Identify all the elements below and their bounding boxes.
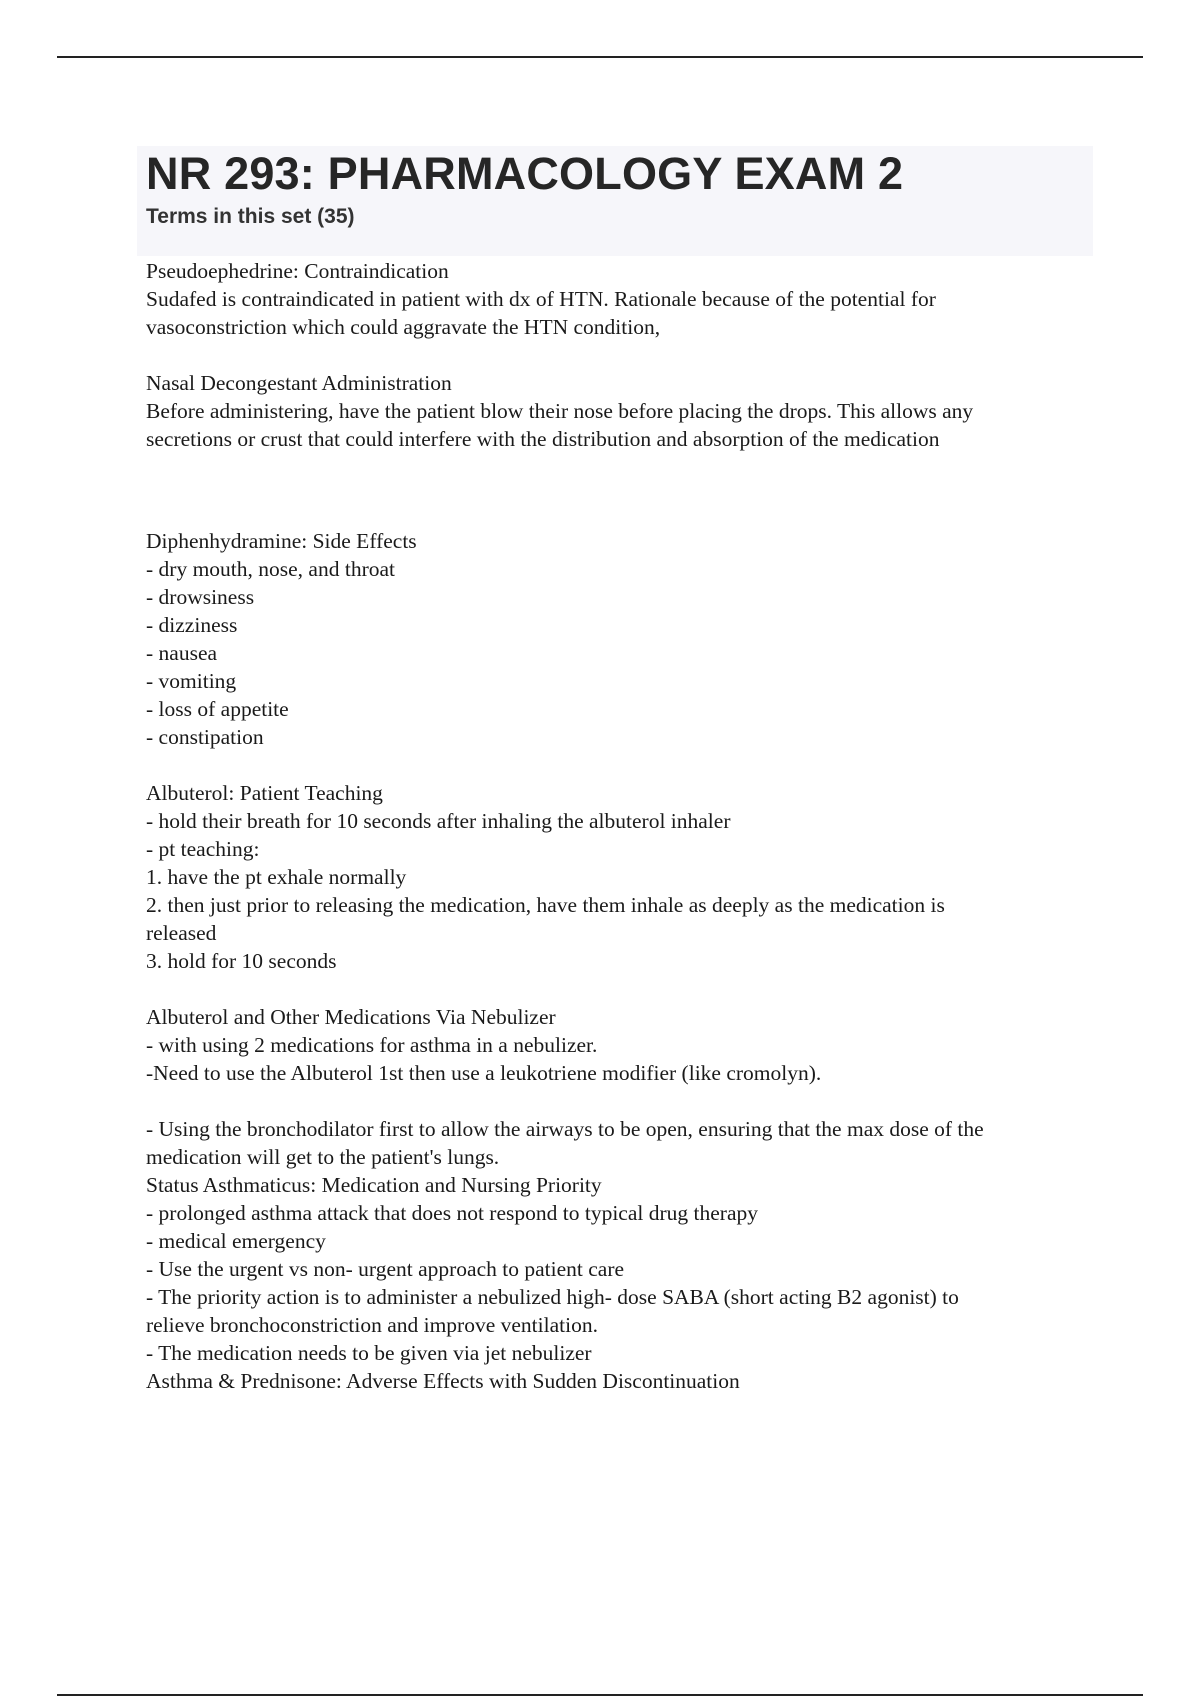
document-title: NR 293: PHARMACOLOGY EXAM 2 xyxy=(146,148,904,199)
definition-line: - prolonged asthma attack that does not respond to typical drug therapy xyxy=(146,1201,758,1225)
term-title: Albuterol: Patient Teaching xyxy=(146,781,383,805)
definition-line: 2. then just prior to releasing the medication, have them inhale as deeply as the medication is xyxy=(146,893,945,917)
definition-line: - drowsiness xyxy=(146,585,255,609)
definition-line: Sudafed is contraindicated in patient with dx of HTN. Rationale because of the potential for xyxy=(146,287,936,311)
top-rule xyxy=(57,56,1143,58)
definition-line: - with using 2 medications for asthma in a nebulizer. xyxy=(146,1033,598,1057)
definition-line: - dizziness xyxy=(146,613,238,637)
term-title: Nasal Decongestant Administration xyxy=(146,371,452,395)
definition-line: secretions or crust that could interfere with the distribution and absorption of the medication xyxy=(146,427,940,451)
definition-line: - medical emergency xyxy=(146,1229,326,1253)
definition-line: - constipation xyxy=(146,725,264,749)
definition-line: Before administering, have the patient blow their nose before placing the drops. This allows any xyxy=(146,399,974,423)
definition-line: -Need to use the Albuterol 1st then use a leukotriene modifier (like cromolyn). xyxy=(146,1061,822,1085)
term-title: Asthma & Prednisone: Adverse Effects with Sudden Discontinuation xyxy=(146,1369,740,1393)
term-title: Diphenhydramine: Side Effects xyxy=(146,529,417,553)
document-body xyxy=(146,257,1096,1395)
definition-line: medication will get to the patient's lungs. xyxy=(146,1145,500,1169)
definition-line: 1. have the pt exhale normally xyxy=(146,865,407,889)
definition-line: - vomiting xyxy=(146,669,237,693)
definition-line: - The priority action is to administer a nebulized high- dose SABA (short acting B2 agonist) to xyxy=(146,1285,959,1309)
document-header xyxy=(137,146,1093,256)
term-title: Albuterol and Other Medications Via Nebulizer xyxy=(146,1005,556,1029)
definition-line: relieve bronchoconstriction and improve ventilation. xyxy=(146,1313,598,1337)
definition-line: - The medication needs to be given via jet nebulizer xyxy=(146,1341,592,1365)
definition-line: - loss of appetite xyxy=(146,697,289,721)
definition-line: - Use the urgent vs non- urgent approach to patient care xyxy=(146,1257,625,1281)
definition-line: - pt teaching: xyxy=(146,837,260,861)
definition-line: - hold their breath for 10 seconds after inhaling the albuterol inhaler xyxy=(146,809,731,833)
definition-line: vasoconstriction which could aggravate the HTN condition, xyxy=(146,315,661,339)
definition-line: - dry mouth, nose, and throat xyxy=(146,557,395,581)
term-title: Status Asthmaticus: Medication and Nursing Priority xyxy=(146,1173,602,1197)
term-title: Pseudoephedrine: Contraindication xyxy=(146,259,449,283)
definition-line: - Using the bronchodilator first to allow the airways to be open, ensuring that the max dose of the xyxy=(146,1117,984,1141)
bottom-rule xyxy=(57,1694,1143,1696)
definition-line: 3. hold for 10 seconds xyxy=(146,949,337,973)
definition-line: released xyxy=(146,921,217,945)
definition-line xyxy=(146,1087,1096,1115)
definition-line: - nausea xyxy=(146,641,218,665)
terms-count: Terms in this set (35) xyxy=(146,205,355,228)
